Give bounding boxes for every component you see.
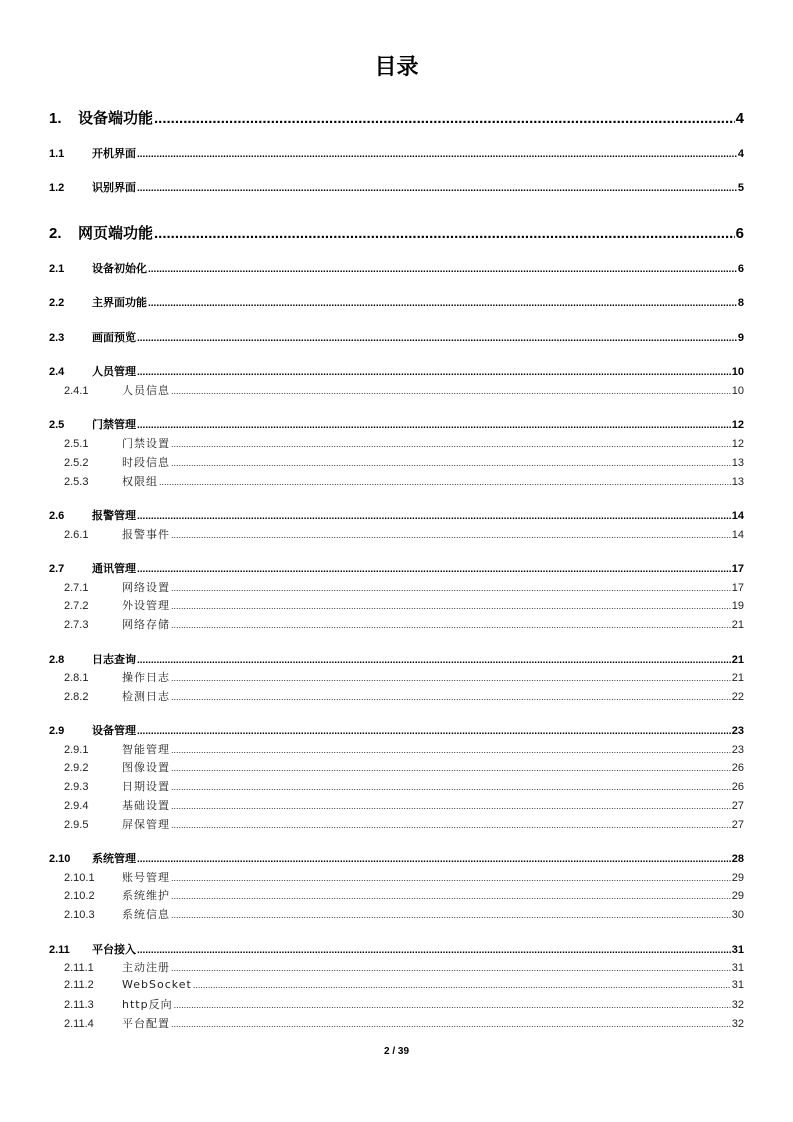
toc-entry-title: 人员信息 (122, 384, 170, 397)
toc-leader-dots (171, 873, 731, 883)
toc-entry[interactable] (49, 941, 744, 957)
toc-entry[interactable] (49, 329, 744, 345)
toc-entry-title: 网络存储 (122, 618, 170, 631)
toc-entry-page: 32 (731, 1018, 744, 1030)
toc-entry-number: 2.11 (49, 944, 70, 956)
toc-leader-dots (171, 458, 731, 468)
toc-entry[interactable] (49, 507, 744, 523)
toc-leader-dots (171, 891, 731, 901)
toc-entry[interactable] (49, 560, 744, 576)
toc-entry-page: 12 (731, 438, 744, 450)
toc-entry-number: 2.11.2 (64, 979, 94, 991)
toc-leader-dots (159, 477, 731, 487)
toc-entry-number: 2.9 (49, 725, 65, 737)
toc-leader-dots (171, 820, 731, 830)
toc-leader-dots (137, 726, 731, 737)
toc-entry-title: 账号管理 (122, 871, 170, 884)
toc-leader-dots (137, 333, 737, 344)
toc-leader-dots (137, 511, 731, 522)
toc-entry-page: 10 (731, 366, 744, 378)
toc-leader-dots (137, 367, 731, 378)
toc-entry-title: 平台接入 (92, 943, 136, 956)
toc-entry-number: 2.10.1 (64, 872, 95, 884)
toc-entry[interactable] (64, 869, 744, 885)
toc-entry-title: http反向 (122, 998, 173, 1011)
toc-entry[interactable] (49, 416, 744, 432)
toc-entry-title: 权限组 (122, 475, 158, 488)
toc-entry[interactable] (49, 651, 744, 667)
toc-entry[interactable] (64, 741, 744, 757)
toc-entry-page: 14 (731, 529, 744, 541)
toc-entry[interactable] (64, 778, 744, 794)
toc-entry-page: 27 (731, 800, 744, 812)
toc-entry-title: 系统信息 (122, 908, 170, 921)
toc-leader-dots (137, 420, 731, 431)
toc-leader-dots (154, 225, 735, 242)
toc-entry-title: 报警事件 (122, 528, 170, 541)
toc-entry-number: 1.1 (49, 148, 65, 160)
toc-entry-title: 系统维护 (122, 889, 170, 902)
toc-entry-number: 2.5.3 (64, 476, 89, 488)
toc-entry-title: 屏保管理 (122, 818, 170, 831)
toc-leader-dots (171, 1019, 731, 1029)
toc-entry[interactable] (49, 222, 744, 243)
toc-leader-dots (137, 854, 731, 865)
toc-entry-title: 检测日志 (122, 690, 170, 703)
toc-leader-dots (171, 763, 731, 773)
toc-entry-title: 设备端功能 (78, 109, 154, 127)
toc-entry-number: 2.3 (49, 332, 65, 344)
toc-entry[interactable] (64, 597, 744, 613)
toc-leader-dots (171, 583, 731, 593)
toc-entry-number: 2.10.2 (64, 890, 95, 902)
toc-entry-title: 操作日志 (122, 671, 170, 684)
toc-entry[interactable] (49, 145, 744, 161)
toc-leader-dots (148, 298, 737, 309)
toc-entry-title: 时段信息 (122, 456, 170, 469)
toc-entry[interactable] (64, 579, 744, 595)
toc-entry-page: 12 (731, 419, 744, 431)
toc-entry[interactable] (64, 759, 744, 775)
toc-entry-page: 23 (731, 744, 744, 756)
toc-entry-title: 智能管理 (122, 743, 170, 756)
toc-entry-number: 2.8 (49, 654, 65, 666)
toc-entry-title: 平台配置 (122, 1017, 170, 1030)
toc-entry-number: 2.7.3 (64, 619, 89, 631)
toc-entry-number: 2.2 (49, 297, 65, 309)
toc-entry-number: 2.10 (49, 853, 71, 865)
toc-leader-dots (171, 601, 731, 611)
toc-entry-title: 系统管理 (92, 852, 136, 865)
toc-entry-page: 19 (731, 600, 744, 612)
toc-entry[interactable] (64, 996, 744, 1012)
toc-entry-number: 2.9.3 (64, 781, 89, 793)
toc-entry-page: 17 (731, 563, 744, 575)
toc-entry-page: 4 (737, 148, 744, 160)
toc-leader-dots (171, 745, 731, 755)
toc-entry-number: 2.9.4 (64, 800, 89, 812)
toc-entry[interactable] (64, 688, 744, 704)
toc-entry-title: 设备初始化 (92, 262, 147, 275)
toc-entry-number: 2.5.2 (64, 457, 89, 469)
toc-entry-page: 21 (731, 619, 744, 631)
toc-leader-dots (154, 110, 735, 127)
toc-entry-number: 2.4 (49, 366, 65, 378)
toc-entry[interactable] (64, 797, 744, 813)
toc-entry-title: 网络设置 (122, 581, 170, 594)
toc-leader-dots (171, 963, 731, 973)
toc-entry-number: 2.7 (49, 563, 65, 575)
toc-entry-page: 13 (731, 457, 744, 469)
toc-entry-number: 2.8.1 (64, 672, 89, 684)
toc-entry-page: 21 (731, 654, 744, 666)
toc-entry[interactable] (49, 363, 744, 379)
toc-entry[interactable] (49, 294, 744, 310)
toc-entry-title: 门禁设置 (122, 437, 170, 450)
toc-leader-dots (137, 183, 737, 194)
toc-entry-page: 31 (731, 962, 744, 974)
toc-entry-page: 4 (735, 110, 744, 127)
toc-leader-dots (171, 673, 731, 683)
toc-entry-title: 日志查询 (92, 653, 136, 666)
toc-entry-number: 2.5.1 (64, 438, 89, 450)
toc-entry-page: 29 (731, 872, 744, 884)
toc-entry-number: 2.9.5 (64, 819, 89, 831)
toc-leader-dots (171, 782, 731, 792)
toc-leader-dots (171, 801, 731, 811)
toc-entry-page: 14 (731, 510, 744, 522)
toc-entry[interactable] (64, 1015, 744, 1031)
toc-entry-page: 21 (731, 672, 744, 684)
toc-entry[interactable] (64, 616, 744, 632)
toc-entry[interactable] (64, 526, 744, 542)
toc-leader-dots (171, 620, 731, 630)
toc-entry[interactable] (64, 816, 744, 832)
toc-entry[interactable] (49, 722, 744, 738)
toc-entry-title: 人员管理 (92, 365, 136, 378)
toc-entry-page: 31 (731, 944, 744, 956)
toc-entry-number: 2.7.1 (64, 582, 89, 594)
toc-entry[interactable] (64, 454, 744, 470)
toc-leader-dots (193, 980, 731, 990)
toc-entry-number: 2.7.2 (64, 600, 89, 612)
toc-entry[interactable] (64, 435, 744, 451)
toc-entry-page: 17 (731, 582, 744, 594)
page-number: 2 / 39 (383, 1046, 410, 1057)
toc-entry-title: 网页端功能 (78, 224, 154, 242)
toc-leader-dots (171, 386, 731, 396)
toc-entry-number: 2.9.1 (64, 744, 89, 756)
toc-entry-number: 2.11.3 (64, 999, 94, 1011)
toc-entry-page: 26 (731, 762, 744, 774)
page-title: 目录 (374, 55, 419, 80)
toc-entry-number: 1. (49, 110, 62, 127)
toc-leader-dots (174, 1000, 731, 1010)
toc-entry-title: 开机界面 (92, 147, 136, 160)
toc-entry-title: 主界面功能 (92, 296, 147, 309)
toc-entry-number: 2.8.2 (64, 691, 89, 703)
toc-entry[interactable] (49, 260, 744, 276)
toc-entry-page: 27 (731, 819, 744, 831)
toc-leader-dots (137, 945, 731, 956)
toc-entry-number: 2. (49, 225, 62, 242)
toc-entry-title: 主动注册 (122, 961, 170, 974)
toc-entry-page: 28 (731, 853, 744, 865)
toc-entry-page: 6 (735, 225, 744, 242)
toc-entry[interactable] (64, 382, 744, 398)
toc-entry-title: 图像设置 (122, 761, 170, 774)
toc-entry-title: 基础设置 (122, 799, 170, 812)
toc-entry-page: 23 (731, 725, 744, 737)
toc-entry-page: 29 (731, 890, 744, 902)
toc-entry-number: 2.6.1 (64, 529, 89, 541)
toc-leader-dots (171, 530, 731, 540)
toc-entry-number: 2.4.1 (64, 385, 89, 397)
toc-leader-dots (137, 149, 737, 160)
toc-entry-number: 2.1 (49, 263, 65, 275)
toc-entry-page: 6 (737, 263, 744, 275)
toc-leader-dots (171, 692, 731, 702)
toc-entry-title: 通讯管理 (92, 562, 136, 575)
toc-entry-number: 2.9.2 (64, 762, 89, 774)
toc-entry[interactable] (49, 850, 744, 866)
toc-entry-page: 13 (731, 476, 744, 488)
toc-entry-title: 外设管理 (122, 599, 170, 612)
toc-entry[interactable] (49, 107, 744, 128)
toc-entry[interactable] (64, 906, 744, 922)
toc-entry-number: 1.2 (49, 182, 65, 194)
toc-leader-dots (171, 439, 731, 449)
toc-leader-dots (148, 264, 737, 275)
toc-leader-dots (171, 910, 731, 920)
toc-entry-title: 报警管理 (92, 509, 136, 522)
toc-entry[interactable] (64, 473, 744, 489)
toc-entry-page: 31 (731, 979, 744, 991)
toc-entry-number: 2.6 (49, 510, 65, 522)
toc-entry-title: 门禁管理 (92, 418, 136, 431)
toc-entry-title: WebSocket (122, 978, 192, 991)
toc-entry-page: 22 (731, 691, 744, 703)
toc-entry-page: 30 (731, 909, 744, 921)
toc-entry-page: 26 (731, 781, 744, 793)
toc-entry-number: 2.10.3 (64, 909, 95, 921)
toc-entry-number: 2.11.1 (64, 962, 94, 974)
toc-entry-number: 2.5 (49, 419, 65, 431)
toc-entry-page: 10 (731, 385, 744, 397)
toc-entry[interactable] (64, 959, 744, 975)
toc-leader-dots (137, 655, 731, 666)
toc-entry-number: 2.11.4 (64, 1018, 94, 1030)
toc-entry-title: 设备管理 (92, 724, 136, 737)
toc-entry-title: 画面预览 (92, 331, 136, 344)
toc-entry-page: 32 (731, 999, 744, 1011)
toc-entry-page: 8 (737, 297, 744, 309)
toc-entry-title: 识别界面 (92, 181, 136, 194)
toc-entry[interactable] (64, 669, 744, 685)
toc-entry-page: 5 (737, 182, 744, 194)
toc-entry-page: 9 (737, 332, 744, 344)
toc-entry[interactable] (64, 978, 744, 991)
toc-leader-dots (137, 564, 731, 575)
toc-entry-title: 日期设置 (122, 780, 170, 793)
toc-entry[interactable] (49, 179, 744, 195)
toc-entry[interactable] (64, 887, 744, 903)
